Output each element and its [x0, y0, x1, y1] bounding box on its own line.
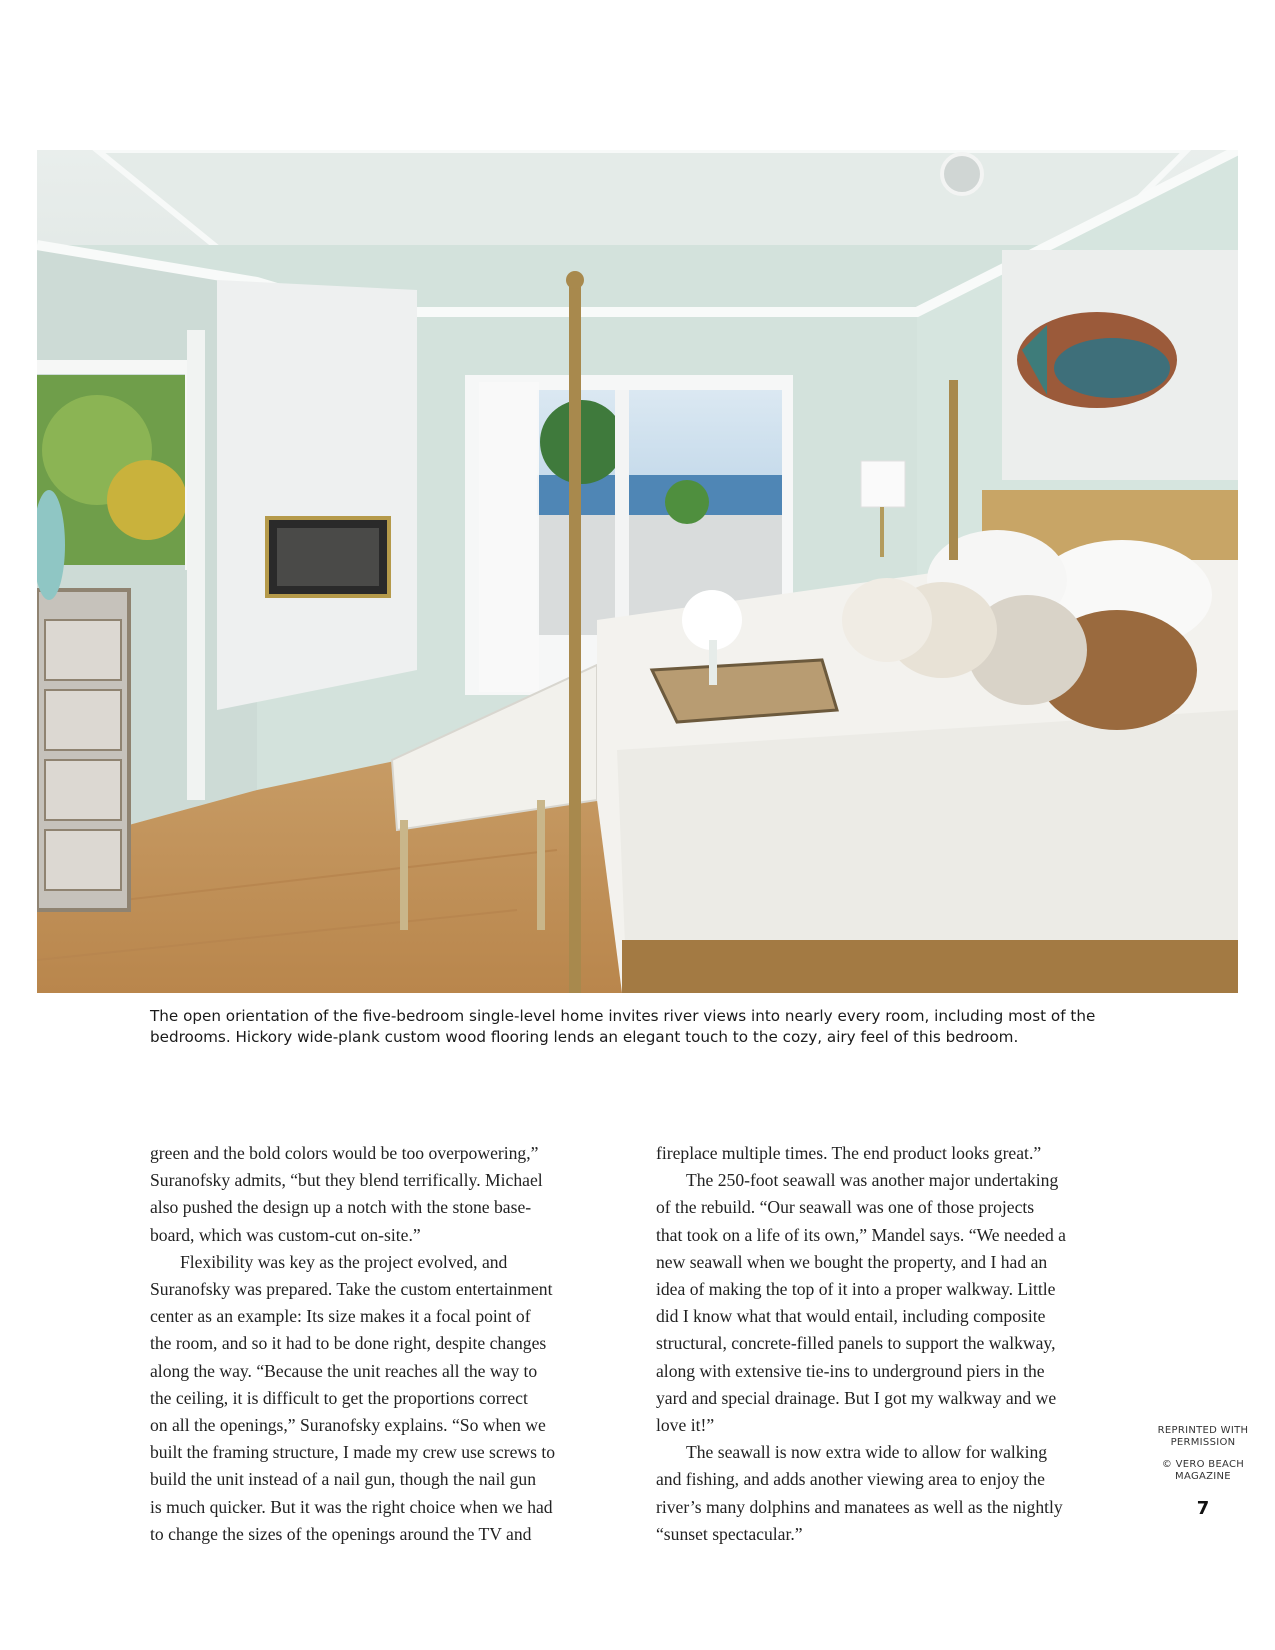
body-line: on all the openings,” Suranofsky explains. “So when we [150, 1415, 546, 1436]
credit-line: MAGAZINE [1175, 1471, 1231, 1482]
left-text-column [150, 1140, 630, 1548]
body-line: love it!” [656, 1415, 715, 1436]
body-line: Suranofsky admits, “but they blend terrifically. Michael [150, 1170, 543, 1191]
caption-line: The open orientation of the five-bedroom single-level home invites river views into nearly every room, including most of the [150, 1007, 1096, 1025]
body-line: the ceiling, it is difficult to get the proportions correct [150, 1387, 528, 1408]
photo-caption [150, 1006, 1110, 1048]
body-line: river’s many dolphins and manatees as well as the nightly [656, 1496, 1063, 1517]
body-line: “sunset spectacular.” [656, 1523, 803, 1544]
copyright-credit [1148, 1459, 1258, 1483]
body-line: that took on a life of its own,” Mandel says. “We needed a [656, 1224, 1066, 1245]
body-line: and fishing, and adds another viewing area to enjoy the [656, 1469, 1045, 1490]
body-line: to change the sizes of the openings around the TV and [150, 1523, 532, 1544]
body-line: the room, and so it had to be done right, despite changes [150, 1333, 547, 1354]
caption-line: bedrooms. Hickory wide-plank custom wood flooring lends an elegant touch to the cozy, airy feel of this bedroom. [150, 1028, 1019, 1046]
body-line: new seawall when we bought the property, and I had an [656, 1251, 1048, 1272]
body-line: also pushed the design up a notch with the stone base- [150, 1197, 532, 1218]
body-line: Suranofsky was prepared. Take the custom entertainment [150, 1279, 553, 1300]
body-line: fireplace multiple times. The end product looks great.” [656, 1143, 1042, 1163]
credit-line: © VERO BEACH [1161, 1459, 1245, 1470]
body-line: The 250-foot seawall was another major undertaking [686, 1170, 1059, 1191]
body-line: along the way. “Because the unit reaches all the way to [150, 1360, 538, 1381]
body-line: build the unit instead of a nail gun, though the nail gun [150, 1469, 537, 1490]
right-text-column [656, 1140, 1136, 1548]
body-line: along with extensive tie-ins to underground piers in the [656, 1360, 1045, 1381]
page-number: 7 [1196, 1498, 1210, 1519]
bedroom-illustration [37, 150, 1238, 993]
credit-line: PERMISSION [1170, 1437, 1236, 1448]
body-line: of the rebuild. “Our seawall was one of those projects [656, 1197, 1035, 1218]
reprint-credit [1148, 1425, 1258, 1449]
bedroom-photo [37, 150, 1238, 993]
body-line: built the framing structure, I made my crew use screws to [150, 1442, 556, 1463]
body-line: idea of making the top of it into a proper walkway. Little [656, 1279, 1056, 1300]
body-line: green and the bold colors would be too overpowering,” [150, 1143, 539, 1163]
body-line: yard and special drainage. But I got my walkway and we [656, 1387, 1057, 1408]
body-line: is much quicker. But it was the right choice when we had [150, 1496, 553, 1517]
body-line: Flexibility was key as the project evolved, and [180, 1251, 508, 1272]
body-line: center as an example: Its size makes it a focal point of [150, 1306, 531, 1327]
body-line: The seawall is now extra wide to allow for walking [686, 1442, 1048, 1463]
body-line: board, which was custom-cut on-site.” [150, 1224, 421, 1245]
credit-line: REPRINTED WITH [1157, 1425, 1249, 1436]
body-line: did I know what that would entail, including composite [656, 1306, 1046, 1327]
body-line: structural, concrete-filled panels to support the walkway, [656, 1333, 1056, 1354]
